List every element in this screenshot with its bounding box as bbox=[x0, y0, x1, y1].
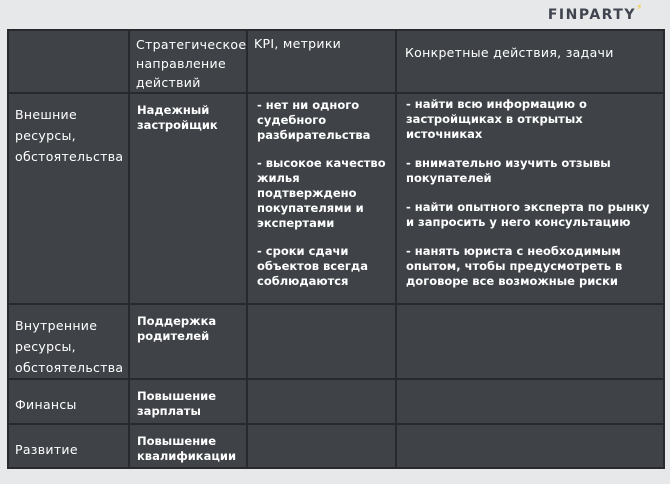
action-item: - нанять юриста с необходимым опытом, чтобы предусмотреть в договоре все возможные риски bbox=[406, 244, 623, 288]
direction-internal: Поддержка родителей bbox=[129, 304, 247, 379]
header-empty-cell bbox=[8, 30, 129, 93]
table-row-internal bbox=[8, 304, 664, 379]
header-actions: Конкретные действия, задачи bbox=[396, 30, 664, 93]
row-label-external: Внешние ресурсы, обстоятельства bbox=[8, 93, 129, 304]
header-kpi: KPI, метрики bbox=[247, 30, 396, 93]
strategy-table bbox=[7, 29, 665, 469]
header-direction: Стратегическое направление действий bbox=[129, 30, 247, 93]
action-item: - найти всю информацию о застройщиках в открытых источниках bbox=[406, 97, 587, 141]
actions-cell-external bbox=[396, 93, 664, 304]
table-row-development bbox=[8, 424, 664, 468]
kpi-cell-internal bbox=[247, 304, 396, 379]
kpi-cell-development bbox=[247, 424, 396, 468]
kpi-item: - сроки сдачи объектов всегда соблюдаются bbox=[257, 244, 368, 288]
direction-development: Повышение квалификации bbox=[129, 424, 247, 468]
row-label-development: Развитие bbox=[8, 424, 129, 468]
kpi-item: - высокое качество жилья подтверждено покупателями и экспертами bbox=[257, 156, 386, 230]
row-label-internal: Внутренние ресурсы, обстоятельства bbox=[8, 304, 129, 379]
actions-cell-finance bbox=[396, 379, 664, 424]
direction-finance: Повышение зарплаты bbox=[129, 379, 247, 424]
kpi-cell-finance bbox=[247, 379, 396, 424]
brand-name: FINPARTY bbox=[547, 7, 636, 23]
header-row bbox=[8, 30, 664, 93]
actions-cell-internal bbox=[396, 304, 664, 379]
table-row-finance bbox=[8, 379, 664, 424]
direction-external: Надежный застройщик bbox=[129, 93, 247, 304]
kpi-cell-external bbox=[247, 93, 396, 304]
action-item: - внимательно изучить отзывы покупателей bbox=[406, 156, 611, 185]
kpi-item: - нет ни одного судебного разбирательства bbox=[257, 98, 371, 142]
lightning-icon: ⚡ bbox=[636, 3, 644, 13]
row-label-finance: Финансы bbox=[8, 379, 129, 424]
finparty-logo bbox=[547, 3, 644, 23]
table-row-external bbox=[8, 93, 664, 304]
action-item: - найти опытного эксперта по рынку и запросить у него консультацию bbox=[406, 200, 650, 229]
actions-cell-development bbox=[396, 424, 664, 468]
